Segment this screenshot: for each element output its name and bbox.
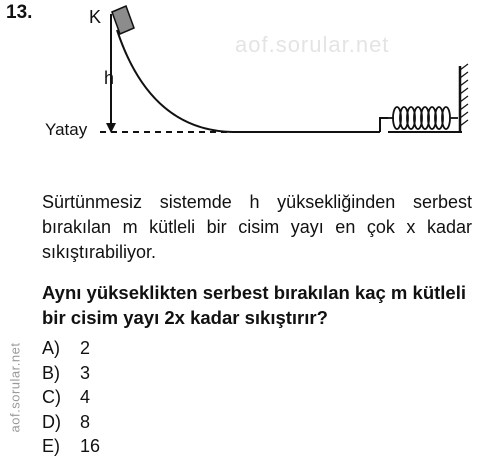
choice-letter: D) [42,411,61,432]
choice-d[interactable] [42,410,100,435]
choice-value: 8 [80,411,91,432]
question-text: Aynı yükseklikten serbest bırakılan kaç m kütleli bir cisim yayı 2x kadar sıkıştırır? [42,282,466,328]
center-watermark: aof.sorular.net [235,32,390,57]
choice-value: 4 [80,387,91,407]
label-k: K [89,7,102,27]
choice-letter: A) [42,338,60,358]
label-yatay: Yatay [45,120,88,139]
physics-figure [0,0,500,170]
choice-letter: E) [42,436,60,456]
spring [388,107,458,129]
choice-value: 3 [80,362,91,383]
figure-drawing [0,0,500,170]
choice-a[interactable] [42,336,100,361]
question-number: 13. [6,2,33,23]
choice-b[interactable] [42,361,100,386]
choice-letter: C) [42,387,61,407]
question-stem: Sürtünmesiz sistemde h yüksekliğinden serbest bırakılan m kütleli bir cisim yayı en çok x kadar sıkıştırabiliyor. [42,192,472,262]
answer-choices [42,336,100,459]
spring-base [380,118,388,132]
choice-e[interactable] [42,434,100,459]
choice-c[interactable] [42,385,100,410]
ramp-curve [117,30,232,132]
label-h: h [104,68,115,88]
choice-value: 16 [80,436,101,456]
block [112,6,134,34]
side-watermark: aof.sorular.net [7,342,23,433]
choice-value: 2 [80,338,91,358]
choice-letter: B) [42,362,60,383]
